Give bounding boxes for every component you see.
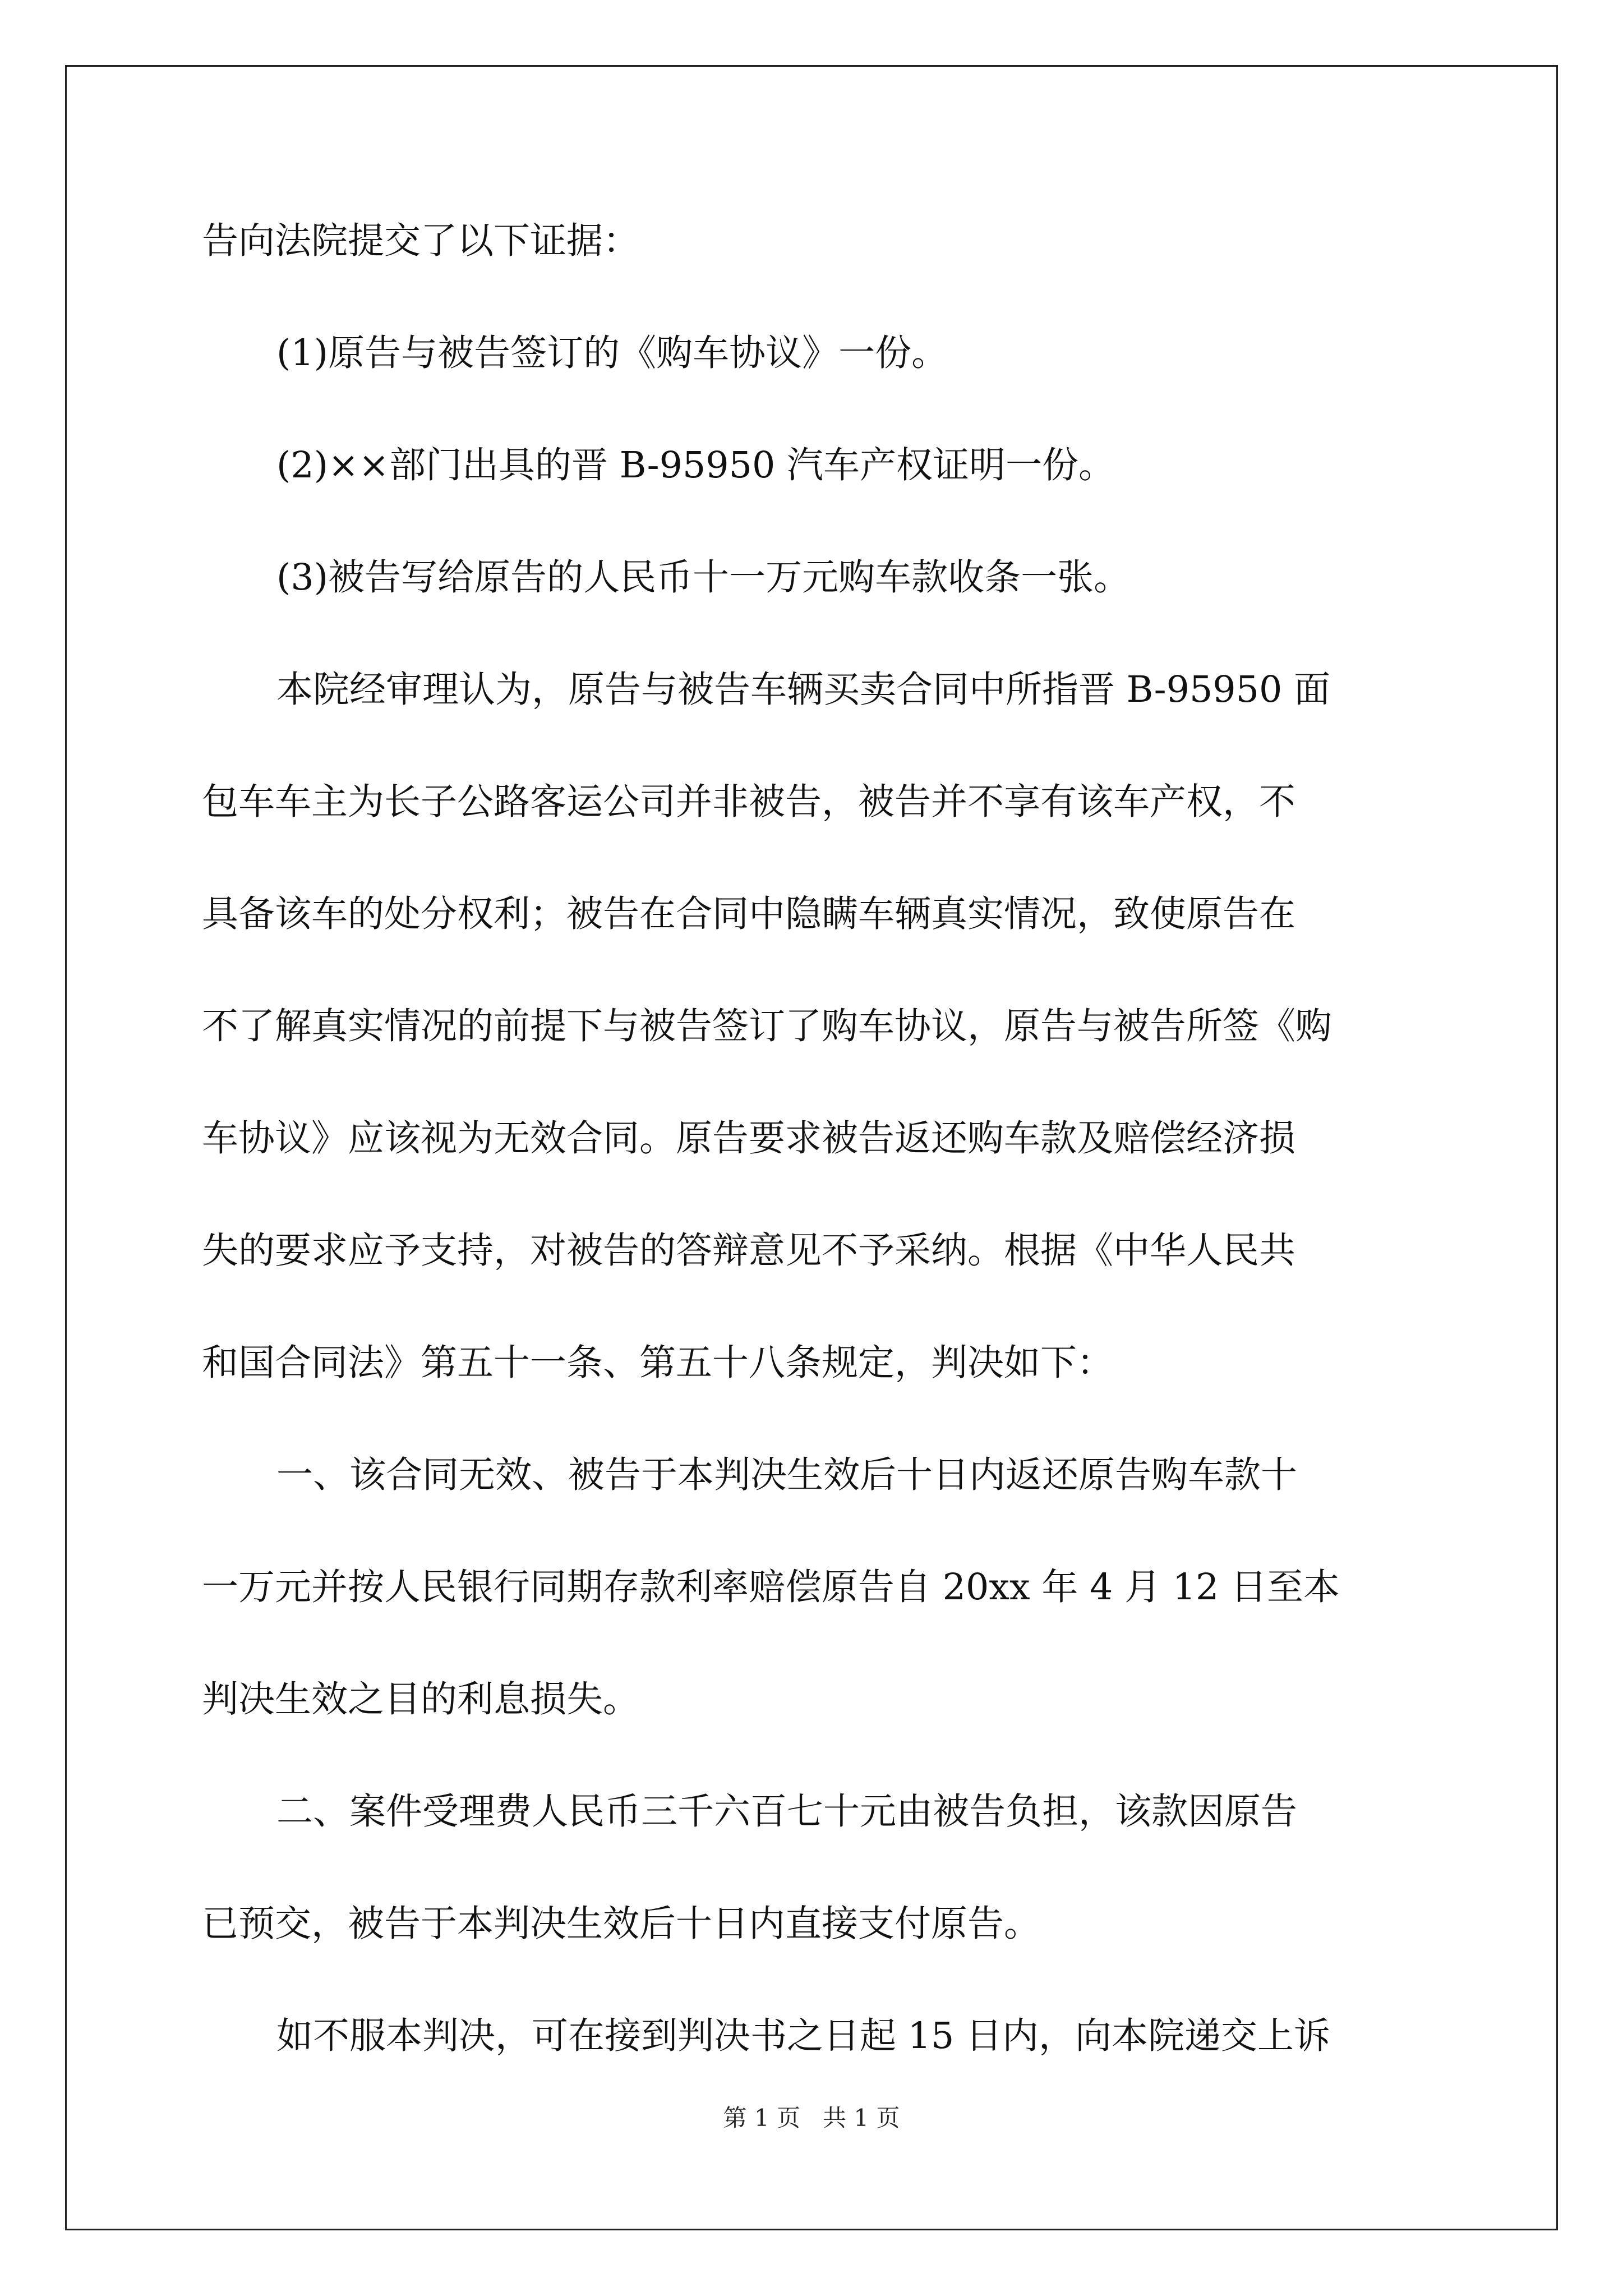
text-line: 和国合同法》第五十一条、第五十八条规定，判决如下： — [202, 1342, 1114, 1384]
text-line: 告向法院提交了以下证据： — [202, 220, 640, 262]
text-line: 一万元并按人民银行同期存款利率赔偿原告自 20xx 年 4 月 12 日至本 — [202, 1566, 1340, 1608]
evidence-item-2: (2)××部门出具的晋 B-95950 汽车产权证明一份。 — [276, 444, 1115, 486]
text-line: 判决生效之目的利息损失。 — [202, 1678, 640, 1720]
text-line: 本院经审理认为，原告与被告车辆买卖合同中所指晋 B-95950 面 — [276, 669, 1331, 711]
text-line: 失的要求应予支持，对被告的答辩意见不予采纳。根据《中华人民共 — [202, 1230, 1296, 1272]
page-footer: 第 1 页 共 1 页 — [723, 2104, 900, 2132]
evidence-item-1: (1)原告与被告签订的《购车协议》一份。 — [276, 332, 948, 374]
judgment-item-1: 一、该合同无效、被告于本判决生效后十日内返还原告购车款十 — [276, 1454, 1298, 1496]
appeal-notice: 如不服本判决，可在接到判决书之日起 15 日内，向本院递交上诉 — [276, 2015, 1331, 2057]
text-line: 包车车主为长子公路客运公司并非被告，被告并不享有该车产权，不 — [202, 781, 1296, 823]
text-line: 具备该车的处分权利；被告在合同中隐瞒车辆真实情况，致使原告在 — [202, 893, 1296, 935]
judgment-item-2: 二、案件受理费人民币三千六百七十元由被告负担，该款因原告 — [276, 1791, 1298, 1833]
text-line: 不了解真实情况的前提下与被告签订了购车协议，原告与被告所签《购 — [202, 1005, 1332, 1047]
text-line: 已预交，被告于本判决生效后十日内直接支付原告。 — [202, 1903, 1041, 1945]
text-line: 车协议》应该视为无效合同。原告要求被告返还购车款及赔偿经济损 — [202, 1117, 1296, 1159]
evidence-item-3: (3)被告写给原告的人民币十一万元购车款收条一张。 — [276, 556, 1131, 599]
